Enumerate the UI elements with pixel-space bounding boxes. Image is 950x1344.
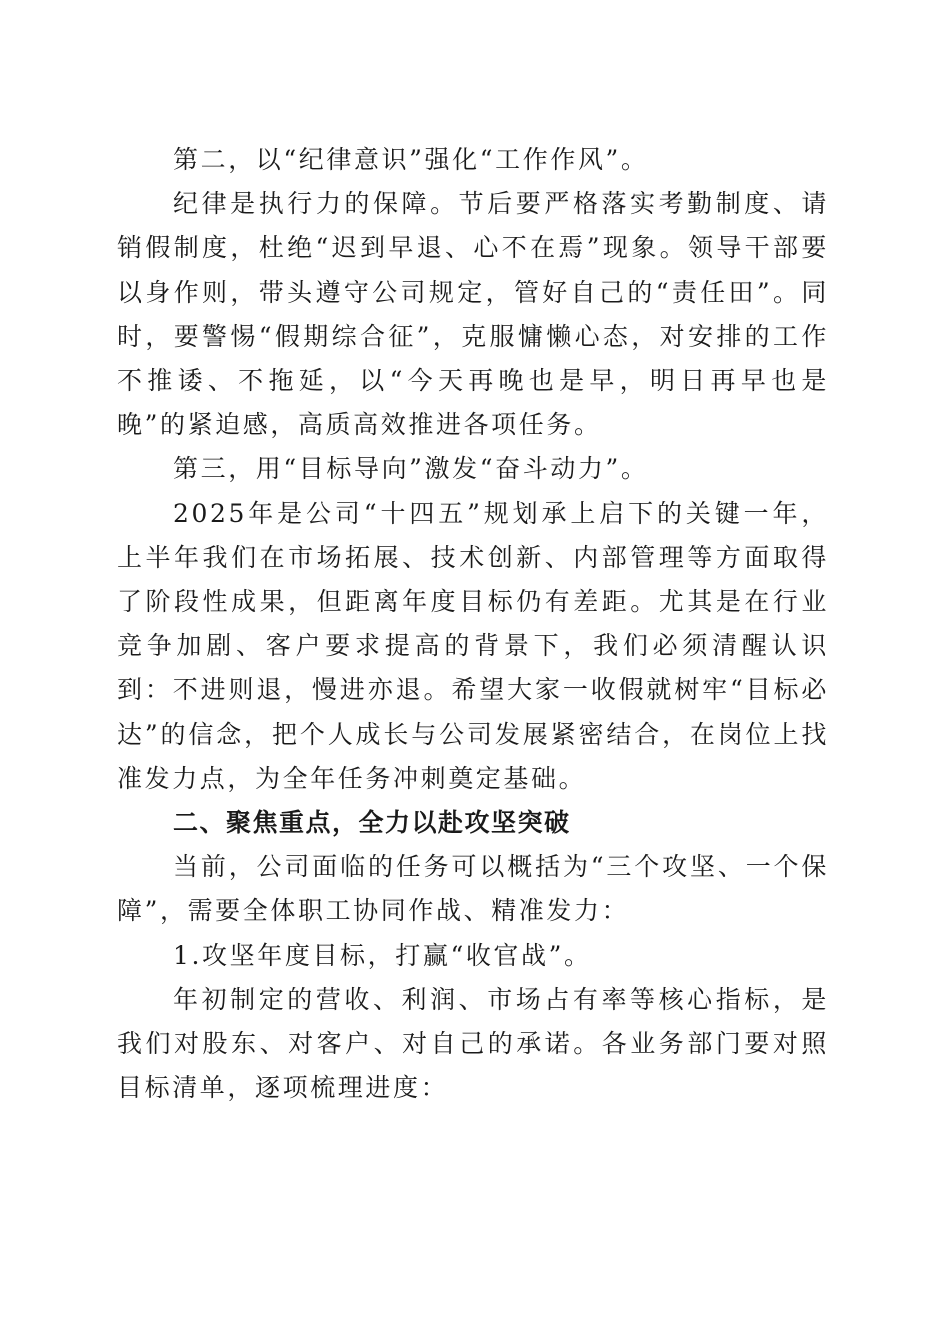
paragraph-discipline-heading: 第二，以“纪律意识”强化“工作作风”。 xyxy=(173,145,649,174)
document-body xyxy=(117,138,829,1110)
paragraph-goal-body: 2025年是公司“十四五”规划承上启下的关键一年，上半年我们在市场拓展、技术创新、内部管理等方面取得了阶段性成果，但距离年度目标仍有差距。尤其是在行业竞争加剧、客户要求提高的背景下，我们必须清醒认识到：不进则退，慢进亦退。希望大家一收假就树牢“目标必达”的信念，把个人成长与公司发展紧密结合，在岗位上找准发力点，为全年任务冲刺奠定基础。 xyxy=(117,498,829,793)
section-heading-focus: 二、聚焦重点，全力以赴攻坚突破 xyxy=(173,808,571,838)
paragraph-annual-target-body: 年初制定的营收、利润、市场占有率等核心指标，是我们对股东、对客户、对自己的承诺。各业务部门要对照目标清单，逐项梳理进度： xyxy=(117,984,829,1103)
paragraph-goal-heading: 第三，用“目标导向”激发“奋斗动力”。 xyxy=(173,454,649,484)
paragraph-discipline-body: 纪律是执行力的保障。节后要严格落实考勤制度、请销假制度，杜绝“迟到早退、心不在焉”现象。领导干部要以身作则，带头遵守公司规定，管好自己的“责任田”。同时，要警惕“假期综合征”，克服慵懒心态，对安排的工作不推诿、不拖延，以“今天再晚也是早，明日再早也是晚”的紧迫感，高质高效推进各项任务。 xyxy=(117,189,829,440)
paragraph-annual-target-heading: 1.攻坚年度目标，打赢“收官战”。 xyxy=(173,940,592,970)
paragraph-tasks-intro: 当前，公司面临的任务可以概括为“三个攻坚、一个保障”，需要全体职工协同作战、精准发力： xyxy=(117,852,829,926)
